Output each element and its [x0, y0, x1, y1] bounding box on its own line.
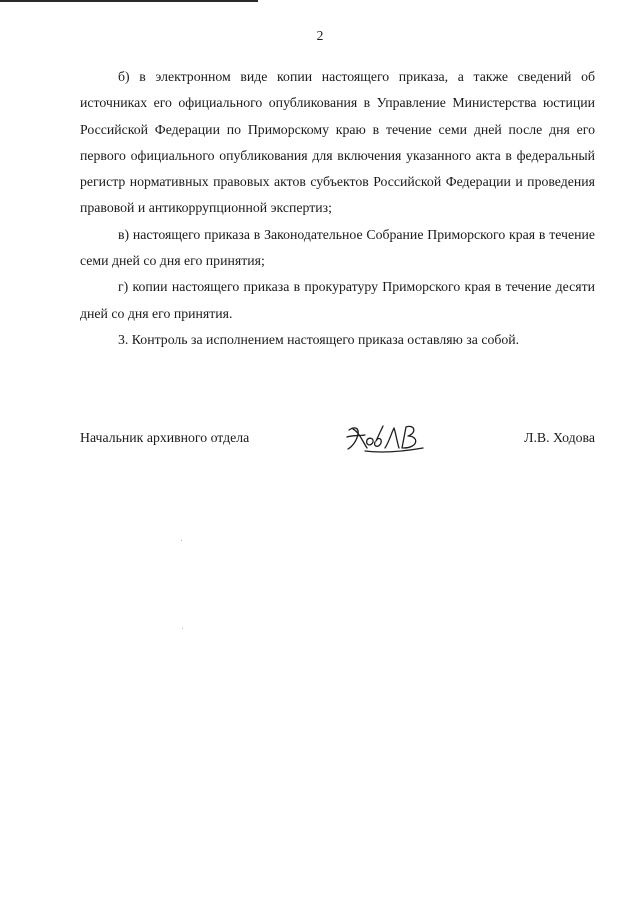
document-body	[80, 64, 595, 353]
paragraph-g: г) копии настоящего приказа в прокуратуру Приморского края в течение десяти дней со дня его принятия.	[80, 279, 595, 321]
scan-speck	[182, 628, 183, 629]
header-rule	[0, 0, 258, 2]
signatory-title: Начальник архивного отдела	[80, 430, 250, 445]
paragraph-control: 3. Контроль за исполнением настоящего приказа оставляю за собой.	[118, 331, 520, 347]
paragraph-v: в) настоящего приказа в Законодательное Собрание Приморского края в течение семи дней со дня его принятия;	[80, 226, 595, 269]
handwritten-signature	[345, 418, 427, 458]
signature-block	[80, 426, 595, 466]
paragraph-b: б) в электронном виде копии настоящего приказа, а также сведений об источниках его официального опубликования в Управление Министерства юстиции Российской Федерации по Приморскому краю в течение семи дней после дня его первого официального опубликования для включения указанного акта в федеральный регистр нормативных правовых актов субъектов Российской Федерации и проведения правовой и антикоррупционной экспертиз;	[80, 69, 595, 216]
page-number: 2	[316, 28, 324, 43]
scan-speck	[181, 540, 182, 541]
signatory-name: Л.В. Ходова	[524, 430, 595, 445]
